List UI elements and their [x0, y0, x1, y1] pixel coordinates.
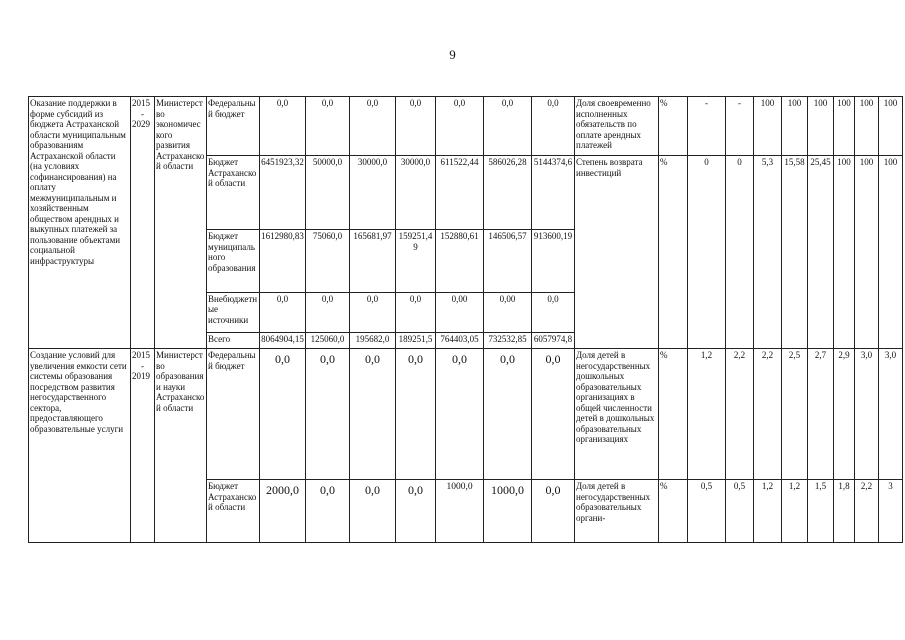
- program-table: [28, 96, 903, 543]
- value-cell: 125060,0: [306, 332, 350, 348]
- source-name: Бюджет Астраханской области: [207, 156, 260, 230]
- source-name: Федеральный бюджет: [207, 97, 260, 156]
- indicator-unit: %: [659, 349, 688, 480]
- indicator-value: 2,7: [808, 349, 834, 480]
- indicator-value: 2,2: [726, 349, 754, 480]
- value-cell: 6057974,8: [532, 332, 575, 348]
- indicator-value: 1,8: [834, 480, 855, 543]
- value-cell: 159251,49: [396, 230, 436, 293]
- source-name: Внебюджетные источники: [207, 292, 260, 332]
- indicator-value: 100: [855, 97, 879, 156]
- table-row: [29, 97, 903, 156]
- value-cell: 0,0: [532, 292, 575, 332]
- measure-cell: Оказание поддержки в форме субсидий из бюджета Астраханской области муниципальным образованиям Астраханской области (на условиях софинансирования) на оплату межмуниципальным и хозяйственным обществом арендных и выкупных платежей за пользование объектами социальной инфраструктуры: [29, 97, 131, 349]
- indicator-value: 1,2: [754, 480, 782, 543]
- table-row: [29, 349, 903, 480]
- indicator-value: 25,45: [808, 156, 834, 349]
- value-cell: 2000,0: [260, 480, 306, 543]
- value-cell: 0,0: [396, 292, 436, 332]
- value-cell: 732532,85: [484, 332, 532, 348]
- value-cell: 152880,61: [436, 230, 484, 293]
- indicator-value: 100: [834, 156, 855, 349]
- value-cell: 0,0: [350, 97, 396, 156]
- source-name: Федеральный бюджет: [207, 349, 260, 480]
- value-cell: 165681,97: [350, 230, 396, 293]
- value-cell: 0,0: [260, 97, 306, 156]
- indicator-value: 1,5: [808, 480, 834, 543]
- value-cell: 0,0: [260, 292, 306, 332]
- indicator-value: 100: [855, 156, 879, 349]
- value-cell: 0,0: [484, 97, 532, 156]
- indicator-value: 2,5: [782, 349, 808, 480]
- value-cell: 0,0: [306, 97, 350, 156]
- executor-cell: Министерство образования и науки Астраханской области: [155, 349, 207, 543]
- indicator-value: 15,58: [782, 156, 808, 349]
- indicator-name: Доля своевременно исполненных обязательств по оплате арендных платежей: [575, 97, 659, 156]
- indicator-name: Доля детей в негосударственных дошкольных образовательных организациях в общей численности детей в дошкольных образовательных организациях: [575, 349, 659, 480]
- years-cell: [131, 349, 155, 543]
- value-cell: 0,0: [306, 480, 350, 543]
- value-cell: 1000,0: [484, 480, 532, 543]
- indicator-name: Степень возврата инвестиций: [575, 156, 659, 349]
- indicator-value: 3,0: [879, 349, 903, 480]
- value-cell: 0,00: [484, 292, 532, 332]
- years-cell: [131, 97, 155, 349]
- indicator-value: 1,2: [782, 480, 808, 543]
- measure-cell: Создание условий для увеличения емкости сети системы образования посредством развития негосударственного сектора, предоставляющего образовательные услуги: [29, 349, 131, 543]
- indicator-value: 100: [782, 97, 808, 156]
- value-cell: 195682,0: [350, 332, 396, 348]
- year-dash: -: [141, 360, 144, 371]
- value-cell: 0,0: [306, 292, 350, 332]
- value-cell: 0,0: [436, 349, 484, 480]
- value-cell: 0,0: [396, 480, 436, 543]
- value-cell: 0,0: [532, 97, 575, 156]
- indicator-value: 0,5: [688, 480, 726, 543]
- value-cell: 146506,57: [484, 230, 532, 293]
- indicator-unit: %: [659, 480, 688, 543]
- value-cell: 30000,0: [396, 156, 436, 230]
- year-end: 2019: [132, 371, 150, 382]
- value-cell: 5144374,6: [532, 156, 575, 230]
- indicator-value: 3: [879, 480, 903, 543]
- value-cell: 6451923,32: [260, 156, 306, 230]
- value-cell: 1612980,83: [260, 230, 306, 293]
- value-cell: 913600,19: [532, 230, 575, 293]
- indicator-unit: %: [659, 97, 688, 156]
- page-number: 9: [449, 47, 456, 62]
- value-cell: 0,0: [532, 349, 575, 480]
- year-start: 2015: [132, 98, 150, 108]
- indicator-value: 0,5: [726, 480, 754, 543]
- executor-cell: Министерство экономического развития Астраханской области: [155, 97, 207, 349]
- value-cell: 75060,0: [306, 230, 350, 293]
- indicator-value: 100: [879, 156, 903, 349]
- indicator-unit: %: [659, 156, 688, 349]
- year-dash: -: [141, 108, 144, 119]
- indicator-value: 3,0: [855, 349, 879, 480]
- indicator-value: 100: [754, 97, 782, 156]
- value-cell: 0,0: [436, 97, 484, 156]
- value-cell: 8064904,15: [260, 332, 306, 348]
- year-end: 2029: [132, 119, 150, 129]
- value-cell: 764403,05: [436, 332, 484, 348]
- source-name: Бюджет муниципального образования: [207, 230, 260, 293]
- value-cell: 0,0: [350, 292, 396, 332]
- value-cell: 0,0: [260, 349, 306, 480]
- value-cell: 0,0: [350, 349, 396, 480]
- value-cell: 0,00: [436, 292, 484, 332]
- value-cell: 611522,44: [436, 156, 484, 230]
- year-start: 2015: [132, 350, 150, 361]
- source-name: Всего: [207, 332, 260, 348]
- value-cell: 0,0: [396, 349, 436, 480]
- value-cell: 1000,0: [436, 480, 484, 543]
- indicator-value: 0: [726, 156, 754, 349]
- indicator-value: 2,9: [834, 349, 855, 480]
- indicator-value: 5,3: [754, 156, 782, 349]
- value-cell: 0,0: [350, 480, 396, 543]
- value-cell: 0,0: [396, 97, 436, 156]
- value-cell: 189251,5: [396, 332, 436, 348]
- indicator-value: 2,2: [754, 349, 782, 480]
- indicator-value: 0: [688, 156, 726, 349]
- indicator-value: 100: [879, 97, 903, 156]
- value-cell: 30000,0: [350, 156, 396, 230]
- indicator-value: -: [688, 97, 726, 156]
- source-name: Бюджет Астраханской области: [207, 480, 260, 543]
- indicator-value: 100: [808, 97, 834, 156]
- value-cell: 0,0: [532, 480, 575, 543]
- indicator-name: Доля детей в негосударственных образовательных органи-: [575, 480, 659, 543]
- indicator-value: -: [726, 97, 754, 156]
- indicator-value: 2,2: [855, 480, 879, 543]
- value-cell: 586026,28: [484, 156, 532, 230]
- value-cell: 0,0: [484, 349, 532, 480]
- value-cell: 0,0: [306, 349, 350, 480]
- indicator-value: 100: [834, 97, 855, 156]
- indicator-value: 1,2: [688, 349, 726, 480]
- value-cell: 50000,0: [306, 156, 350, 230]
